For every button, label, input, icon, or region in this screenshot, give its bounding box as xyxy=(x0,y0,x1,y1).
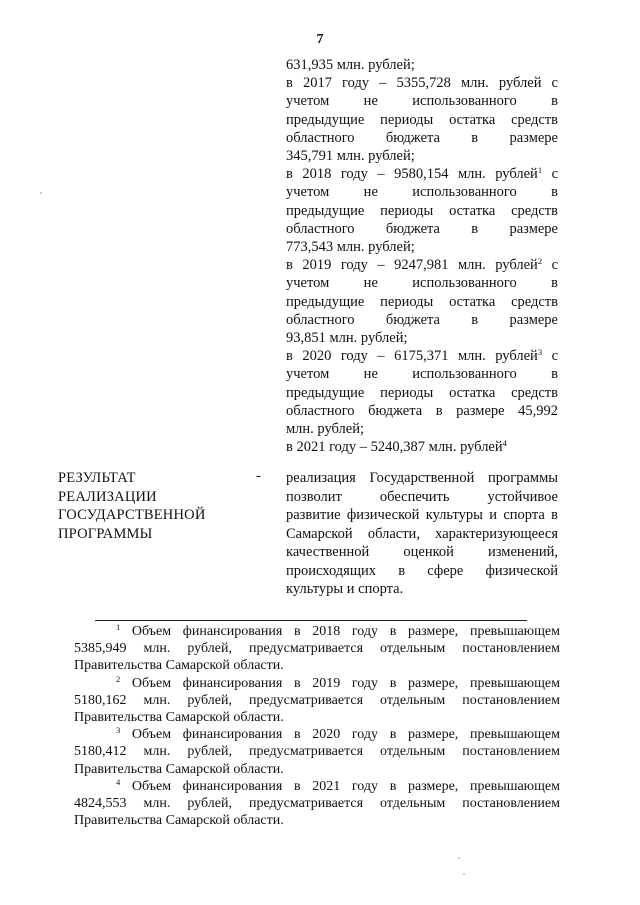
scan-speck xyxy=(463,873,465,875)
result-line: Самарской области, характеризующееся xyxy=(286,525,558,542)
funding-2020-tail: с xyxy=(551,348,558,365)
footnote-2 xyxy=(74,675,560,727)
scan-speck xyxy=(458,857,460,859)
funding-2017-line: предыдущие периоды остатка средств xyxy=(286,111,558,128)
funding-2018-line: предыдущие периоды остатка средств xyxy=(286,202,558,219)
footnote-ref-2: 2 xyxy=(537,256,543,267)
footnote-4 xyxy=(74,778,560,830)
funding-2018-line xyxy=(286,165,558,183)
page-number: 7 xyxy=(316,32,324,47)
footnote-text: 4824,553 млн. рублей, предусматривается отдельным постановлением xyxy=(74,796,560,812)
footnote-text: 5180,412 млн. рублей, предусматривается отдельным постановлением xyxy=(74,744,560,760)
footnote-text: Правительства Самарской области. xyxy=(74,710,284,726)
funding-2017-line: 345,791 млн. рублей; xyxy=(286,148,415,165)
funding-2018-tail: с xyxy=(551,166,558,183)
result-line: происходящих в сфере физической xyxy=(286,562,558,579)
footnotes xyxy=(74,623,560,829)
funding-2018-amount: в 2018 году – 9580,154 млн. рублей xyxy=(286,166,538,183)
result-heading-line: РЕАЛИЗАЦИИ xyxy=(58,488,157,505)
result-heading-line: ГОСУДАРСТВЕННОЙ xyxy=(58,507,206,523)
funding-2020-amount: в 2020 году – 6175,371 млн. рублей xyxy=(286,348,538,365)
result-heading xyxy=(58,469,238,543)
funding-2020-line: учетом не использованного в xyxy=(286,366,558,383)
scan-speck xyxy=(40,192,42,194)
result-line: реализация Государственной программы xyxy=(286,470,558,486)
funding-2019-line xyxy=(286,256,558,274)
funding-2019-line: учетом не использованного в xyxy=(286,275,558,292)
footnote-text: Объем финансирования в 2019 году в размере, превышающем xyxy=(131,675,560,691)
footnote-ref-1: 1 xyxy=(537,165,543,176)
funding-2019-line: областного бюджета в размере xyxy=(286,311,558,328)
funding-text xyxy=(286,56,558,456)
funding-line: 631,935 млн. рублей; xyxy=(286,57,415,73)
funding-2020-line: областного бюджета в размере 45,992 xyxy=(286,402,558,419)
result-line: качественной оценкой изменений, xyxy=(286,544,558,560)
funding-2021-line xyxy=(286,438,558,456)
result-heading-line: РЕЗУЛЬТАТ xyxy=(58,470,136,486)
footnote-ref-4: 4 xyxy=(502,438,507,449)
footnote-mark: 3 xyxy=(116,725,121,736)
footnote-3 xyxy=(74,726,560,778)
footnote-text: Правительства Самарской области. xyxy=(74,761,284,777)
funding-2021-amount: в 2021 году – 5240,387 млн. рублей xyxy=(286,439,503,456)
funding-2019-line: предыдущие периоды остатка средств xyxy=(286,293,558,310)
funding-2018-line: учетом не использованного в xyxy=(286,184,558,201)
funding-2020-line xyxy=(286,347,558,365)
funding-2019-amount: в 2019 году – 9247,981 млн. рублей xyxy=(286,257,538,274)
footnote-separator xyxy=(95,620,527,621)
funding-2018-line: областного бюджета в размере xyxy=(286,220,558,237)
result-description xyxy=(286,469,558,599)
result-line: позволит обеспечить устойчивое xyxy=(286,488,558,505)
footnote-1 xyxy=(74,623,560,675)
result-line: развитие физической культуры и спорта в xyxy=(286,507,558,523)
result-dash: - xyxy=(256,468,261,484)
footnote-text: 5180,162 млн. рублей, предусматривается отдельным постановлением xyxy=(74,692,560,708)
funding-2020-line: предыдущие периоды остатка средств xyxy=(286,384,558,401)
footnote-text: 5385,949 млн. рублей, предусматривается отдельным постановлением xyxy=(74,641,560,657)
funding-2017-line: учетом не использованного в xyxy=(286,93,558,110)
footnote-mark: 1 xyxy=(116,622,121,632)
funding-2017-line: областного бюджета в размере xyxy=(286,129,558,146)
funding-2019-tail: с xyxy=(551,257,558,274)
result-heading-line: ПРОГРАММЫ xyxy=(58,525,153,542)
result-line: культуры и спорта. xyxy=(286,581,404,597)
funding-2018-line: 773,543 млн. рублей; xyxy=(286,239,415,256)
footnote-ref-3: 3 xyxy=(537,347,543,358)
footnote-mark: 2 xyxy=(116,673,121,684)
funding-2019-line: 93,851 млн. рублей; xyxy=(286,330,408,347)
footnote-text: Объем финансирования в 2021 году в размере, превышающем xyxy=(131,778,560,794)
footnote-text: Правительства Самарской области. xyxy=(74,813,284,829)
footnote-mark: 4 xyxy=(116,776,121,787)
footnote-text: Объем финансирования в 2020 году в размере, превышающем xyxy=(131,727,560,743)
footnote-text: Правительства Самарской области. xyxy=(74,658,284,674)
footnote-text: Объем финансирования в 2018 году в размере, превышающем xyxy=(131,624,560,639)
funding-2017-line: в 2017 году – 5355,728 млн. рублей с xyxy=(286,75,558,92)
funding-2020-line: млн. рублей; xyxy=(286,421,365,438)
